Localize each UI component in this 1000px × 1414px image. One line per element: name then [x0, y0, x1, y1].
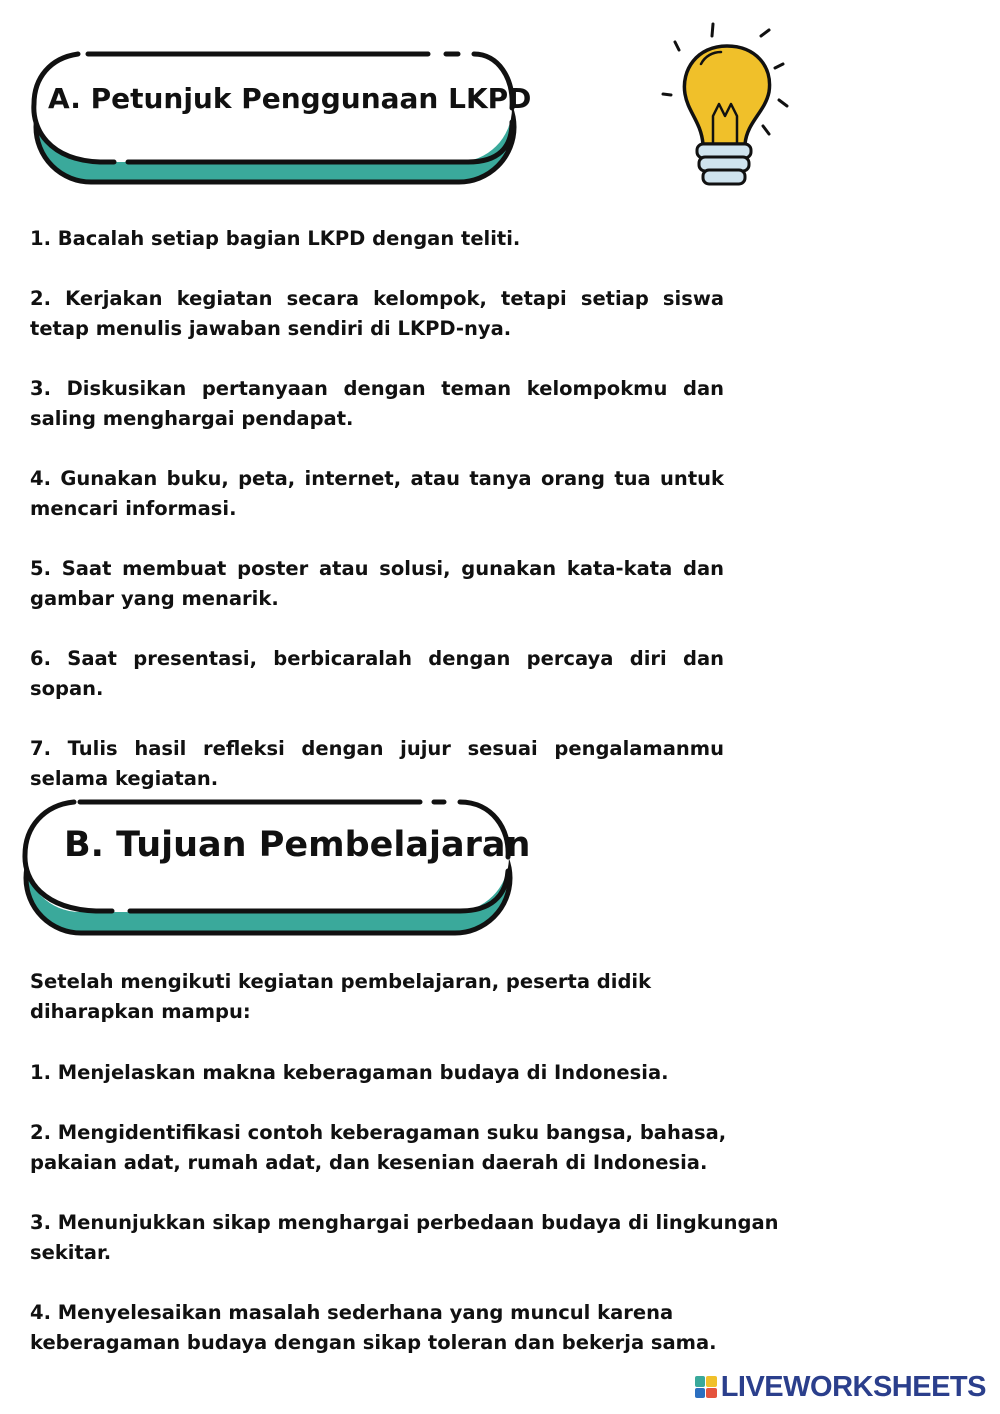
section-b-objectives — [30, 1058, 790, 1388]
section-b-intro: Setelah mengikuti kegiatan pembelajaran, peserta didik diharapkan mampu: — [30, 970, 652, 1023]
objective-item: 4. Menyelesaikan masalah sederhana yang muncul karena keberagaman budaya dengan sikap toleran dan bekerja sama. — [30, 1301, 717, 1354]
objective-item: 3. Menunjukkan sikap menghargai perbedaan budaya di lingkungan sekitar. — [30, 1211, 779, 1264]
instruction-item: 2. Kerjakan kegiatan secara kelompok, tetapi setiap siswa tetap menulis jawaban sendiri di LKPD-nya. — [30, 287, 724, 340]
instruction-item: 4. Gunakan buku, peta, internet, atau tanya orang tua untuk mencari informasi. — [30, 467, 724, 520]
section-b-title-box — [20, 797, 531, 937]
instruction-item: 1. Bacalah setiap bagian LKPD dengan teliti. — [30, 227, 521, 250]
objective-item: 1. Menjelaskan makna keberagaman budaya di Indonesia. — [30, 1061, 669, 1084]
logo-mark-icon — [695, 1376, 717, 1398]
instruction-item: 3. Diskusikan pertanyaan dengan teman kelompokmu dan saling menghargai pendapat. — [30, 377, 724, 430]
pill-a-outline — [28, 48, 522, 188]
section-b-title: B. Tujuan Pembelajaran — [64, 825, 531, 865]
section-a-instructions — [30, 224, 724, 824]
instruction-item: 6. Saat presentasi, berbicaralah dengan percaya diri dan sopan. — [30, 647, 724, 700]
logo-text: LIVEWORKSHEETS — [720, 1370, 986, 1403]
section-a-title-box — [28, 48, 532, 188]
objective-item: 2. Mengidentifikasi contoh keberagaman suku bangsa, bahasa, pakaian adat, rumah adat, dan kesenian daerah di Indonesia. — [30, 1121, 727, 1174]
liveworksheets-logo — [695, 1370, 986, 1404]
instruction-item: 7. Tulis hasil refleksi dengan jujur sesuai pengalamanmu selama kegiatan. — [30, 737, 724, 790]
instruction-item: 5. Saat membuat poster atau solusi, gunakan kata-kata dan gambar yang menarik. — [30, 557, 724, 610]
pill-b-outline — [20, 797, 520, 937]
section-a-title: A. Petunjuk Penggunaan LKPD — [48, 82, 532, 115]
lightbulb-icon — [655, 20, 795, 195]
